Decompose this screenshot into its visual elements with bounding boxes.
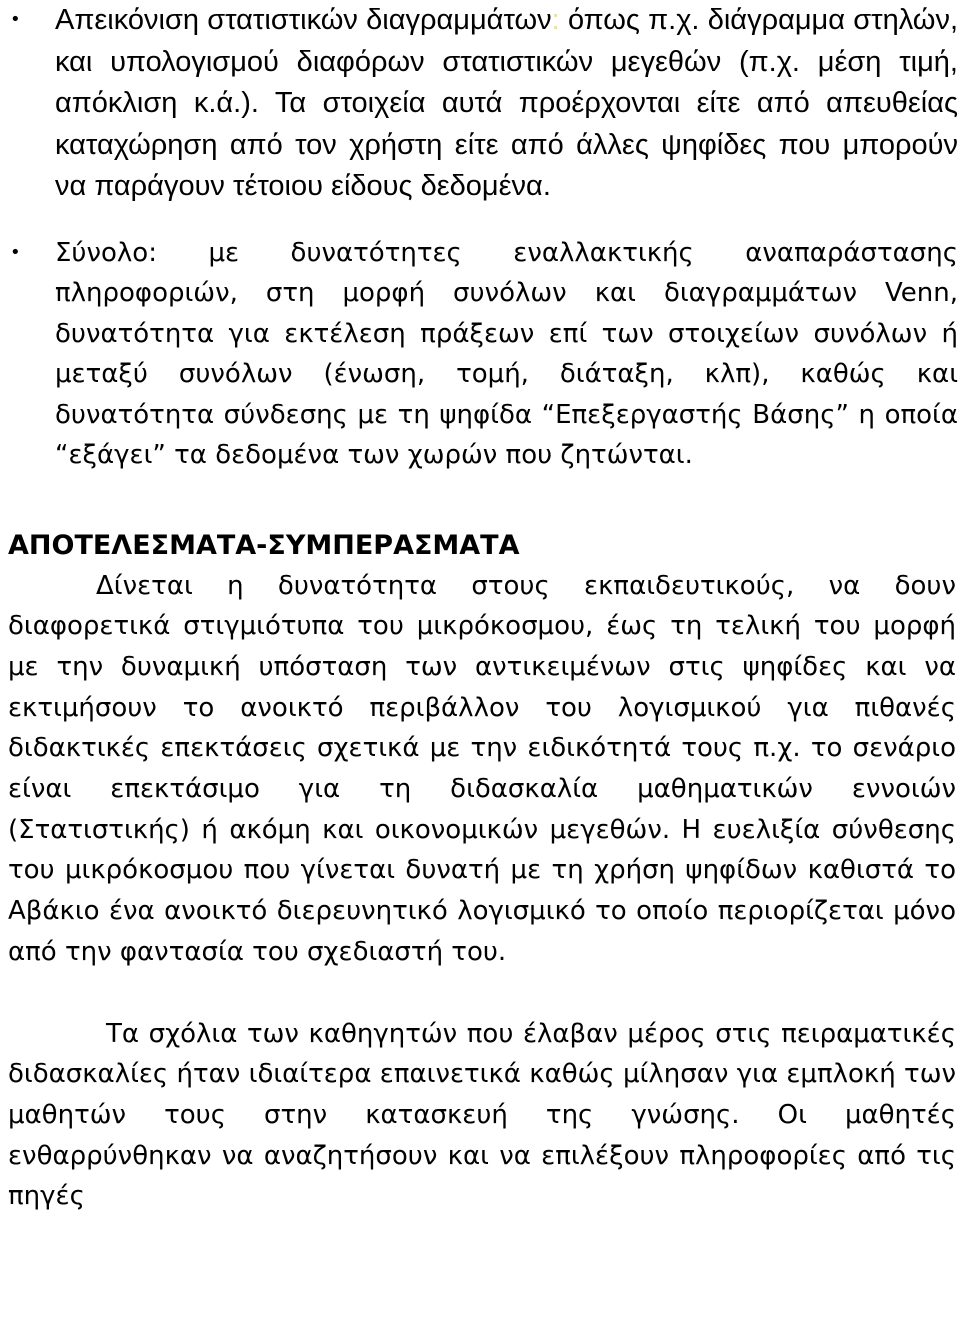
bullet-statistics [0, 0, 960, 208]
bullet-dot-icon: • [10, 241, 21, 263]
bullet-sets-text: Σύνολο: με δυνατότητες εναλλακτικής αναπαράστασης πληροφοριών, στη μορφή συνόλων και διαγραμμάτων Venn, δυνατότητα για εκτέλεση πράξεων επί των στοιχείων συνόλων ή μεταξύ συνόλων (ένωση, τομή, διάταξη, κλπ), καθώς και δυνατότητα σύνδεσης με τη ψηφίδα “Επεξεργαστής Βάσης” η οποία “εξάγει” τα δεδομένα των χωρών που ζητώνται. [55, 237, 958, 470]
feature-bullet-list [0, 0, 960, 476]
bullet-sets [0, 233, 960, 476]
results-paragraph-1: Δίνεται η δυνατότητα στους εκπαιδευτικούς, να δουν διαφορετικά στιγμιότυπα του μικρόκοσμου, έως τη τελική του μορφή με την δυναμική υπόσταση των αντικειμένων στις ψηφίδες και να εκτιμήσουν το ανοικτό περιβάλλον του λογισμικού για πιθανές διδακτικές επεκτάσεις σχετικά με την ειδικότητά τους π.χ. το σενάριο είναι επεκτάσιμο για τη διδασκαλία μαθηματικών εννοιών (Στατιστικής) ή ακόμη και οικονομικών μεγεθών. Η ευελιξία σύνθεσης του μικρόκοσμου που γίνεται δυνατή με τη χρήση ψηφίδων καθιστά το Αβάκιο ένα ανοικτό διερευνητικό λογισμικό το οποίο περιορίζεται μόνο από την φαντασία του σχεδιαστή του. [8, 570, 956, 967]
bullet-statistics-colon: : [551, 4, 560, 36]
section-title: ΑΠΟΤΕΛΕΣΜΑΤΑ-ΣΥΜΠΕΡΑΣΜΑΤΑ [8, 529, 520, 561]
bullet-statistics-rest: όπως π.χ. διάγραμμα στηλών, και υπολογισμού διαφόρων στατιστικών μεγεθών (π.χ. μέση τιμή, απόκλιση κ.ά.). Τα στοιχεία αυτά προέρχονται είτε από απευθείας καταχώρηση από τον χρήστη είτε από άλλες ψηφίδες που μπορούν να παράγουν τέτοιου είδους δεδομένα. [55, 4, 958, 202]
bullet-statistics-text: Απεικόνιση στατιστικών διαγραμμάτων [55, 4, 552, 36]
results-paragraph-2: Τα σχόλια των καθηγητών που έλαβαν μέρος στις πειραματικές διδασκαλίες ήταν ιδιαίτερα επαινετικά καθώς μίλησαν για εμπλοκή των μαθητών τους στην κατασκευή της γνώσης. Οι μαθητές ενθαρρύνθηκαν να αναζητήσουν και να επιλέξουν πληροφορίες από τις πηγές [8, 1018, 956, 1212]
bullet-dot-icon: • [10, 9, 21, 30]
